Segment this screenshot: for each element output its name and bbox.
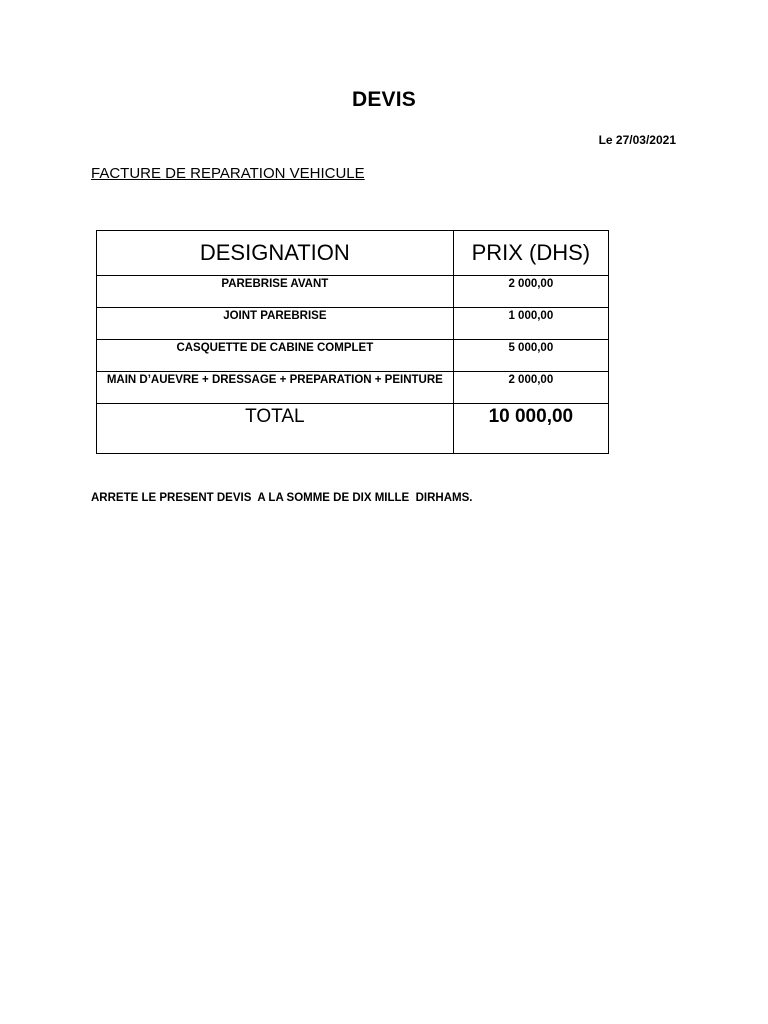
total-value: 10 000,00 bbox=[453, 404, 608, 454]
table-header-row bbox=[97, 231, 609, 276]
total-label: TOTAL bbox=[97, 404, 454, 454]
table-row bbox=[97, 276, 609, 308]
row-designation: PAREBRISE AVANT bbox=[97, 276, 454, 308]
table-row bbox=[97, 372, 609, 404]
document-subtitle: FACTURE DE REPARATION VEHICULE bbox=[91, 165, 365, 182]
row-price: 5 000,00 bbox=[453, 340, 608, 372]
table-row bbox=[97, 308, 609, 340]
document-statement: ARRETE LE PRESENT DEVIS A LA SOMME DE DIX MILLE DIRHAMS. bbox=[91, 492, 473, 504]
row-designation: MAIN D’AUEVRE + DRESSAGE + PREPARATION + PEINTURE bbox=[97, 372, 454, 404]
header-designation: DESIGNATION bbox=[97, 231, 454, 276]
document-date: Le 27/03/2021 bbox=[598, 133, 676, 147]
row-designation: CASQUETTE DE CABINE COMPLET bbox=[97, 340, 454, 372]
row-price: 2 000,00 bbox=[453, 276, 608, 308]
document-title: DEVIS bbox=[351, 88, 417, 111]
row-price: 1 000,00 bbox=[453, 308, 608, 340]
row-designation: JOINT PAREBRISE bbox=[97, 308, 454, 340]
quote-table bbox=[96, 230, 609, 454]
table-row bbox=[97, 340, 609, 372]
total-row bbox=[97, 404, 609, 454]
header-price: PRIX (DHS) bbox=[453, 231, 608, 276]
row-price: 2 000,00 bbox=[453, 372, 608, 404]
